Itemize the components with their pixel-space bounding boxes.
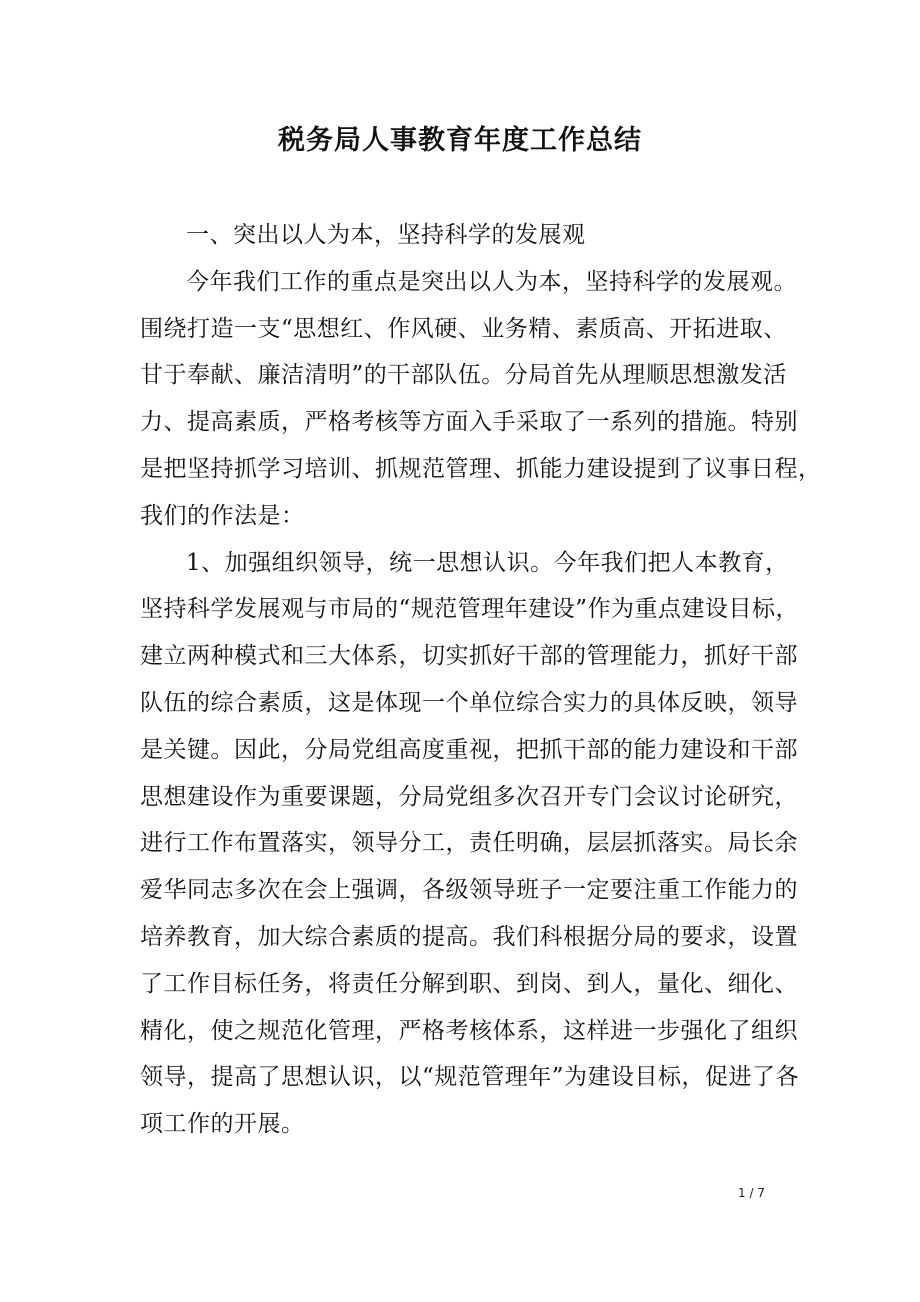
page-number: 1 / 7	[738, 1186, 765, 1200]
paragraph-line: 爱华同志多次在会上强调，各级领导班子一定要注重工作能力的	[140, 877, 798, 904]
paragraph-line: 培养教育，加大综合素质的提高。我们科根据分局的要求，设置	[140, 923, 798, 950]
paragraph-line: 建立两种模式和三大体系，切实抓好干部的管理能力，抓好干部	[140, 643, 798, 670]
paragraph-line: 围绕打造一支“思想红、作风硬、业务精、素质高、开拓进取、	[140, 315, 787, 342]
paragraph-line: 领导，提高了思想认识，以“规范管理年”为建设目标，促进了各	[140, 1064, 800, 1091]
paragraph-line: 进行工作布置落实，领导分工，责任明确，层层抓落实。局长余	[140, 830, 798, 857]
paragraph-line: 思想建设作为重要课题，分局党组多次召开专门会议讨论研究，	[140, 783, 798, 810]
paragraph-line: 了工作目标任务，将责任分解到职、到岗、到人，量化、细化、	[140, 970, 798, 997]
paragraph-line: 是关键。因此，分局党组高度重视，把抓干部的能力建设和干部	[140, 736, 798, 763]
section-heading: 一、突出以人为本，坚持科学的发展观	[186, 222, 586, 248]
paragraph-line: 项工作的开展。	[140, 1111, 305, 1138]
paragraph-line: 坚持科学发展观与市局的“规范管理年建设”作为重点建设目标，	[140, 596, 800, 623]
paragraph-line: 1、加强组织领导，统一思想认识。今年我们把人本教育，	[186, 549, 789, 576]
paragraph-line: 力、提高素质，严格考核等方面入手采取了一系列的措施。特别	[140, 409, 798, 436]
document-body	[140, 212, 822, 1148]
paragraph-line: 精化，使之规范化管理，严格考核体系，这样进一步强化了组织	[140, 1017, 798, 1044]
paragraph-line: 甘于奉献、廉洁清明”的干部队伍。分局首先从理顺思想激发活	[140, 362, 787, 389]
paragraph-line: 队伍的综合素质，这是体现一个单位综合实力的具体反映，领导	[140, 689, 798, 716]
paragraph-line: 是把坚持抓学习培训、抓规范管理、抓能力建设提到了议事日程，	[140, 455, 822, 482]
document-title: 税务局人事教育年度工作总结	[278, 125, 642, 156]
paragraph-line: 今年我们工作的重点是突出以人为本，坚持科学的发展观。	[186, 268, 797, 295]
paragraph-line: 我们的作法是：	[140, 502, 305, 529]
